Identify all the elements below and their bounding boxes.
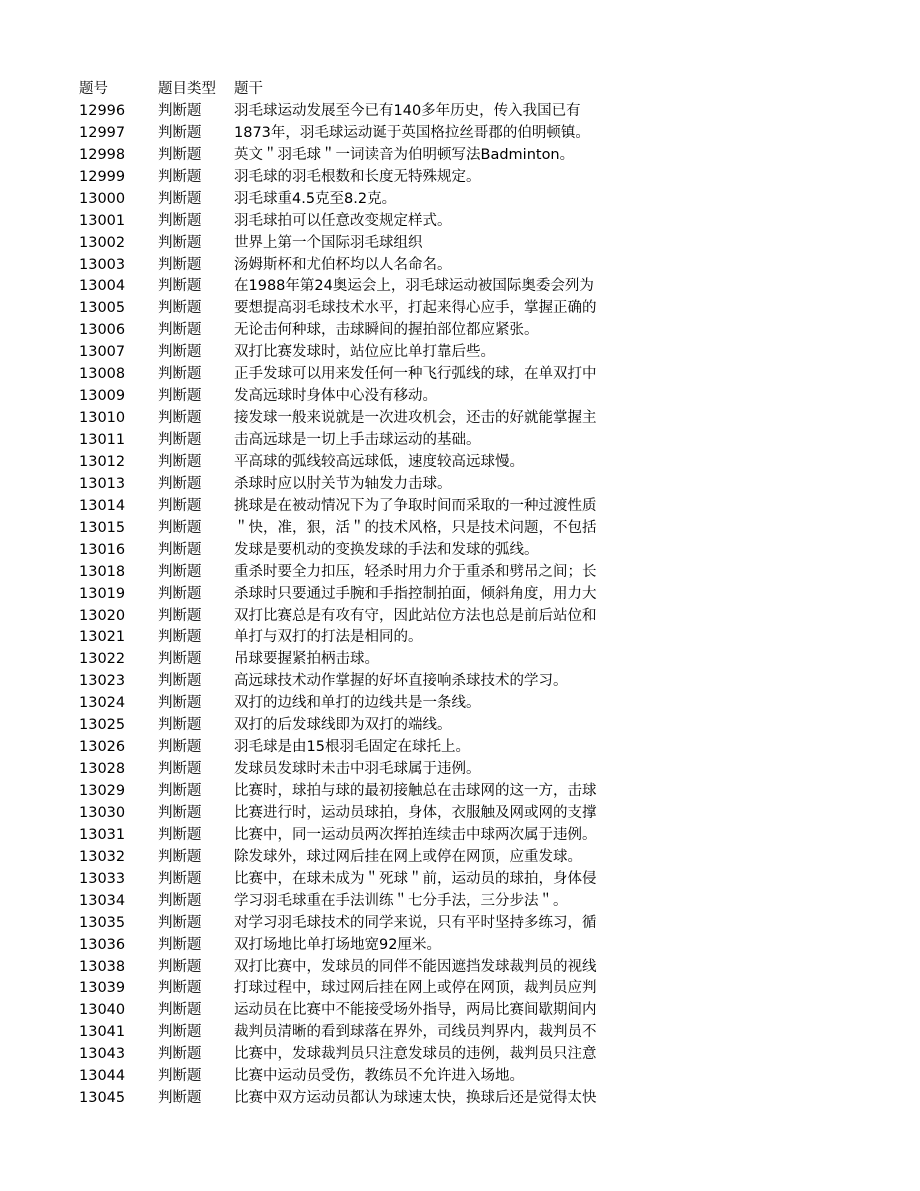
row-stem: 发球员发球时未击中羽毛球属于违例。 xyxy=(234,761,481,778)
row-stem: 挑球是在被动情况下为了争取时间而采取的一种过渡性质 xyxy=(234,497,597,514)
row-stem: 比赛中，同一运动员两次挥拍连续击中球两次属于违例。 xyxy=(234,826,597,843)
row-id: 13018 xyxy=(79,563,126,580)
row-type: 判断题 xyxy=(158,1068,202,1085)
table-row xyxy=(79,606,719,628)
row-type: 判断题 xyxy=(158,344,202,361)
table-row xyxy=(79,1044,719,1066)
table-row xyxy=(79,430,719,452)
row-id: 13030 xyxy=(79,804,126,821)
row-type: 判断题 xyxy=(158,585,202,602)
row-stem: 双打比赛中，发球员的同伴不能因遮挡发球裁判员的视线 xyxy=(234,958,597,975)
row-id: 13041 xyxy=(79,1024,126,1041)
row-id: 13001 xyxy=(79,212,126,229)
row-type: 判断题 xyxy=(158,366,202,383)
row-stem: 裁判员清晰的看到球落在界外，司线员判界内，裁判员不 xyxy=(234,1024,597,1041)
row-id: 13026 xyxy=(79,739,126,756)
row-id: 13005 xyxy=(79,300,126,317)
row-stem: ＂快，准，狠，活＂的技术风格，只是技术问题，不包括 xyxy=(234,519,597,536)
row-id: 13032 xyxy=(79,848,126,865)
header-type: 题目类型 xyxy=(158,81,216,97)
row-stem: 比赛进行时，运动员球拍，身体，衣服触及网或网的支撑 xyxy=(234,804,597,821)
row-id: 13022 xyxy=(79,651,126,668)
row-stem: 1873年，羽毛球运动诞于英国格拉丝哥郡的伯明顿镇。 xyxy=(234,124,590,141)
row-stem: 击高远球是一切上手击球运动的基础。 xyxy=(234,432,481,448)
row-stem: 吊球要握紧拍柄击球。 xyxy=(234,651,379,668)
row-stem: 羽毛球是由15根羽毛固定在球托上。 xyxy=(234,739,470,756)
row-stem: 羽毛球拍可以任意改变规定样式。 xyxy=(234,212,452,229)
row-id: 13019 xyxy=(79,585,126,602)
row-type: 判断题 xyxy=(158,519,202,536)
table-row xyxy=(79,452,719,474)
row-type: 判断题 xyxy=(158,607,202,624)
row-type: 判断题 xyxy=(158,848,202,865)
row-stem: 平高球的弧线较高远球低，速度较高远球慢。 xyxy=(234,453,524,470)
row-id: 12996 xyxy=(79,102,126,119)
table-row xyxy=(79,715,719,737)
watermark: cn xyxy=(560,548,621,604)
table-row xyxy=(79,1066,719,1088)
row-stem: 要想提高羽毛球技术水平，打起来得心应手，掌握正确的 xyxy=(234,300,597,317)
row-stem: 杀球时应以肘关节为轴发力击球。 xyxy=(234,475,452,492)
table-row xyxy=(79,1022,719,1044)
row-stem: 杀球时只要通过手腕和手指控制拍面，倾斜角度，用力大 xyxy=(234,585,597,602)
row-stem: 比赛中运动员受伤，教练员不允许进入场地。 xyxy=(234,1068,524,1085)
row-type: 判断题 xyxy=(158,146,202,163)
row-id: 13010 xyxy=(79,410,126,427)
table-row xyxy=(79,540,719,562)
row-stem: 双打比赛总是有攻有守，因此站位方法也总是前后站位和 xyxy=(234,607,597,624)
row-id: 13034 xyxy=(79,892,126,909)
row-stem: 比赛中，在球未成为＂死球＂前，运动员的球拍，身体侵 xyxy=(234,870,597,887)
row-type: 判断题 xyxy=(158,124,202,141)
table-row xyxy=(79,759,719,781)
row-stem: 对学习羽毛球技术的同学来说，只有平时坚持多练习，循 xyxy=(234,914,597,931)
row-id: 13035 xyxy=(79,914,126,931)
row-stem: 接发球一般来说就是一次进攻机会，还击的好就能掌握主 xyxy=(234,410,597,427)
row-type: 判断题 xyxy=(158,673,202,690)
table-row xyxy=(79,913,719,935)
row-type: 判断题 xyxy=(158,936,202,953)
row-type: 判断题 xyxy=(158,234,202,251)
row-type: 判断题 xyxy=(158,629,202,646)
row-id: 12999 xyxy=(79,168,126,185)
header-id: 题号 xyxy=(79,81,108,97)
table-row xyxy=(79,737,719,759)
row-stem: 无论击何种球，击球瞬间的握拍部位都应紧张。 xyxy=(234,322,539,339)
table-row xyxy=(79,957,719,979)
row-type: 判断题 xyxy=(158,212,202,229)
row-id: 13006 xyxy=(79,322,126,339)
row-type: 判断题 xyxy=(158,475,202,492)
row-type: 判断题 xyxy=(158,870,202,887)
table-row xyxy=(79,627,719,649)
row-id: 13038 xyxy=(79,958,126,975)
row-type: 判断题 xyxy=(158,1024,202,1041)
row-type: 判断题 xyxy=(158,958,202,975)
row-id: 13039 xyxy=(79,980,126,997)
row-stem: 双打场地比单打场地宽92厘米。 xyxy=(234,936,441,953)
row-type: 判断题 xyxy=(158,168,202,185)
table-row xyxy=(79,167,719,189)
table-row xyxy=(79,233,719,255)
row-stem: 汤姆斯杯和尤伯杯均以人名命名。 xyxy=(234,256,452,273)
row-stem: 高远球技术动作掌握的好坏直接响杀球技术的学习。 xyxy=(234,673,568,690)
table-row xyxy=(79,474,719,496)
row-id: 13013 xyxy=(79,475,126,492)
row-id: 13000 xyxy=(79,190,126,207)
row-id: 13028 xyxy=(79,761,126,778)
row-id: 13007 xyxy=(79,344,126,361)
table-row xyxy=(79,562,719,584)
table-row xyxy=(79,408,719,430)
row-type: 判断题 xyxy=(158,651,202,668)
row-id: 13043 xyxy=(79,1046,126,1063)
row-id: 13009 xyxy=(79,388,126,405)
row-id: 13020 xyxy=(79,607,126,624)
row-type: 判断题 xyxy=(158,322,202,339)
row-stem: 重杀时要全力扣压，轻杀时用力介于重杀和劈吊之间；长 xyxy=(234,563,597,580)
row-stem: 比赛中双方运动员都认为球速太快，换球后还是觉得太快 xyxy=(234,1090,597,1107)
table-row xyxy=(79,298,719,320)
row-type: 判断题 xyxy=(158,1002,202,1019)
row-id: 13016 xyxy=(79,541,126,558)
row-id: 13003 xyxy=(79,256,126,273)
row-type: 判断题 xyxy=(158,1046,202,1063)
table-row xyxy=(79,825,719,847)
row-id: 13031 xyxy=(79,826,126,843)
row-id: 12998 xyxy=(79,146,126,163)
row-type: 判断题 xyxy=(158,278,202,295)
row-id: 13033 xyxy=(79,870,126,887)
row-type: 判断题 xyxy=(158,541,202,558)
row-type: 判断题 xyxy=(158,410,202,427)
table-row xyxy=(79,671,719,693)
row-type: 判断题 xyxy=(158,388,202,405)
table-row xyxy=(79,518,719,540)
row-type: 判断题 xyxy=(158,695,202,712)
table-row xyxy=(79,693,719,715)
row-stem: 双打的边线和单打的边线共是一条线。 xyxy=(234,695,481,712)
row-id: 13004 xyxy=(79,278,126,295)
row-id: 13045 xyxy=(79,1090,126,1107)
table-row xyxy=(79,781,719,803)
row-stem: 英文＂羽毛球＂一词读音为伯明顿写法Badminton。 xyxy=(234,146,575,163)
row-type: 判断题 xyxy=(158,739,202,756)
table-row xyxy=(79,386,719,408)
row-stem: 发高远球时身体中心没有移动。 xyxy=(234,388,437,405)
table-body xyxy=(79,101,719,1110)
table-row xyxy=(79,276,719,298)
table-row xyxy=(79,211,719,233)
row-type: 判断题 xyxy=(158,804,202,821)
row-type: 判断题 xyxy=(158,190,202,207)
row-type: 判断题 xyxy=(158,256,202,273)
table-row xyxy=(79,891,719,913)
row-id: 13023 xyxy=(79,673,126,690)
row-stem: 单打与双打的打法是相同的。 xyxy=(234,629,423,646)
table-row xyxy=(79,847,719,869)
row-stem: 正手发球可以用来发任何一种飞行弧线的球，在单双打中 xyxy=(234,366,597,383)
table-row xyxy=(79,101,719,123)
header-row xyxy=(79,79,719,101)
row-type: 判断题 xyxy=(158,826,202,843)
row-stem: 运动员在比赛中不能接受场外指导，两局比赛间歇期间内 xyxy=(234,1002,597,1019)
row-id: 13040 xyxy=(79,1002,126,1019)
table-row xyxy=(79,1000,719,1022)
row-id: 12997 xyxy=(79,124,126,141)
question-table xyxy=(79,79,719,1110)
row-type: 判断题 xyxy=(158,761,202,778)
row-id: 13025 xyxy=(79,717,126,734)
row-type: 判断题 xyxy=(158,563,202,580)
row-stem: 比赛时，球拍与球的最初接触总在击球网的这一方，击球 xyxy=(234,783,597,799)
table-row xyxy=(79,1088,719,1110)
row-type: 判断题 xyxy=(158,102,202,119)
header-stem: 题干 xyxy=(234,81,263,97)
table-row xyxy=(79,320,719,342)
table-row xyxy=(79,649,719,671)
table-row xyxy=(79,935,719,957)
row-stem: 双打比赛发球时，站位应比单打靠后些。 xyxy=(234,344,495,361)
table-row xyxy=(79,255,719,277)
row-type: 判断题 xyxy=(158,914,202,931)
row-id: 13012 xyxy=(79,453,126,470)
table-row xyxy=(79,869,719,891)
row-stem: 发球是要机动的变换发球的手法和发球的弧线。 xyxy=(234,541,539,558)
row-stem: 羽毛球的羽毛根数和长度无特殊规定。 xyxy=(234,168,481,185)
table-row xyxy=(79,342,719,364)
row-id: 13008 xyxy=(79,366,126,383)
row-id: 13002 xyxy=(79,234,126,251)
table-row xyxy=(79,364,719,386)
row-type: 判断题 xyxy=(158,497,202,514)
table-row xyxy=(79,978,719,1000)
row-id: 13014 xyxy=(79,497,126,514)
row-id: 13021 xyxy=(79,629,126,646)
row-stem: 双打的后发球线即为双打的端线。 xyxy=(234,717,452,734)
row-stem: 比赛中，发球裁判员只注意发球员的违例，裁判员只注意 xyxy=(234,1046,597,1063)
row-stem: 学习羽毛球重在手法训练＂七分手法，三分步法＂。 xyxy=(234,892,568,909)
row-type: 判断题 xyxy=(158,1090,202,1107)
table-row xyxy=(79,584,719,606)
row-type: 判断题 xyxy=(158,783,202,799)
table-row xyxy=(79,123,719,145)
table-row xyxy=(79,145,719,167)
row-stem: 打球过程中，球过网后挂在网上或停在网顶，裁判员应判 xyxy=(234,980,597,997)
row-id: 13011 xyxy=(79,432,126,448)
row-type: 判断题 xyxy=(158,300,202,317)
table-row xyxy=(79,496,719,518)
row-stem: 除发球外，球过网后挂在网上或停在网顶，应重发球。 xyxy=(234,848,582,865)
row-id: 13015 xyxy=(79,519,126,536)
row-id: 13024 xyxy=(79,695,126,712)
row-id: 13029 xyxy=(79,783,126,799)
row-id: 13036 xyxy=(79,936,126,953)
row-type: 判断题 xyxy=(158,892,202,909)
table-row xyxy=(79,189,719,211)
row-stem: 在1988年第24奥运会上，羽毛球运动被国际奥委会列为 xyxy=(234,278,594,295)
row-type: 判断题 xyxy=(158,980,202,997)
row-stem: 羽毛球运动发展至今已有140多年历史，传入我国已有 xyxy=(234,102,581,119)
table-row xyxy=(79,803,719,825)
row-type: 判断题 xyxy=(158,717,202,734)
row-type: 判断题 xyxy=(158,432,202,448)
row-stem: 世界上第一个国际羽毛球组织 xyxy=(234,234,423,251)
row-type: 判断题 xyxy=(158,453,202,470)
row-id: 13044 xyxy=(79,1068,126,1085)
row-stem: 羽毛球重4.5克至8.2克。 xyxy=(234,190,397,207)
